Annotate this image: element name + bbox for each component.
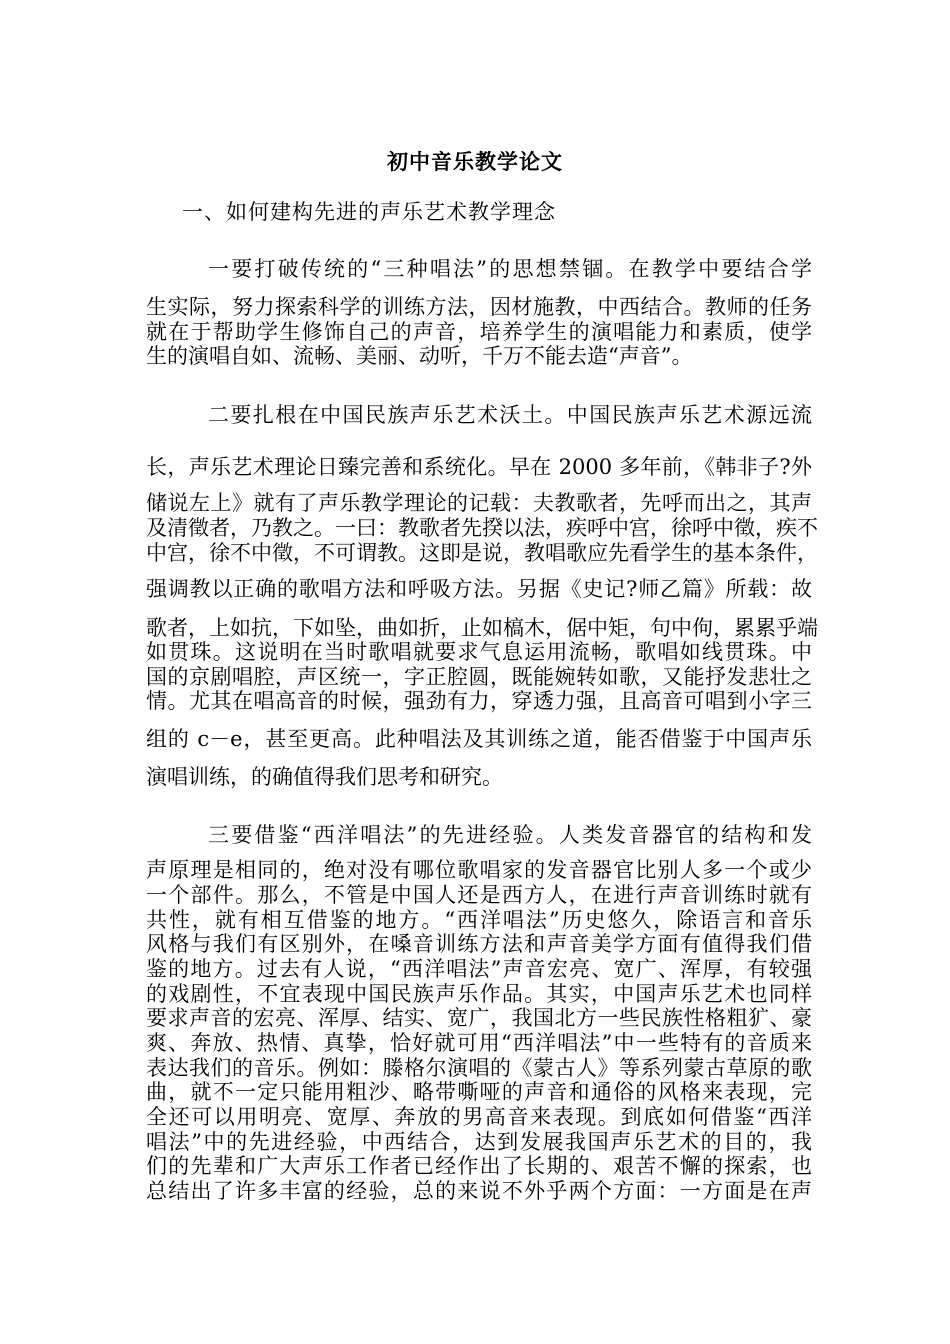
paragraph-1-line: 生实际，努力探索科学的训练方法，因材施教，中西结合。教师的任务 xyxy=(146,295,812,319)
paragraph-2-line: 情。尤其在唱高音的时候，强劲有力，穿透力强，且高音可唱到小字三 xyxy=(146,689,812,713)
paragraph-3-line: 共性，就有相互借鉴的地方。“西洋唱法”历史悠久，除语言和音乐 xyxy=(146,908,812,932)
paragraph-3-line: 表达我们的音乐。例如：滕格尔演唱的《蒙古人》等系列蒙古草原的歌 xyxy=(146,1056,812,1080)
section-heading: 一、如何建构先进的声乐艺术教学理念 xyxy=(182,200,556,224)
paragraph-2-line: 组的 c－e，甚至更高。此种唱法及其训练之道，能否借鉴于中国声乐 xyxy=(146,727,812,751)
paragraph-3-line: 总结出了许多丰富的经验，总的来说不外乎两个方面：一方面是在声 xyxy=(146,1179,812,1203)
paragraph-3-line: 鉴的地方。过去有人说，“西洋唱法”声音宏亮、宽广、浑厚，有较强 xyxy=(146,957,812,981)
paragraph-2-line: 强调教以正确的歌唱方法和呼吸方法。另据《史记?师乙篇》所载：故 xyxy=(146,577,812,601)
paragraph-2-line: 国的京剧唱腔，声区统一，字正腔圆，既能婉转如歌，又能抒发悲壮之 xyxy=(146,665,812,689)
paragraph-2-line: 二要扎根在中国民族声乐艺术沃土。中国民族声乐艺术源远流 xyxy=(208,403,812,427)
paragraph-3-line: 三要借鉴“西洋唱法”的先进经验。人类发音器官的结构和发 xyxy=(208,823,812,847)
paragraph-2-line: 歌者，上如抗，下如坠，曲如折，止如槁木，倨中矩，句中佝，累累乎端 xyxy=(146,616,818,640)
paragraph-3-line: 的戏剧性，不宜表现中国民族声乐作品。其实，中国声乐艺术也同样 xyxy=(146,982,812,1006)
paragraph-2-line: 储说左上》就有了声乐教学理论的记载：夫教歌者，先呼而出之，其声 xyxy=(146,491,812,515)
paragraph-3-line: 声原理是相同的，绝对没有哪位歌唱家的发音器官比别人多一个或少 xyxy=(146,858,812,882)
paragraph-2-line: 如贯珠。这说明在当时歌唱就要求气息运用流畅，歌唱如线贯珠。中 xyxy=(146,640,812,664)
paragraph-3-line: 唱法”中的先进经验，中西结合，达到发展我国声乐艺术的目的，我 xyxy=(146,1130,812,1154)
paragraph-1-line: 生的演唱自如、流畅、美丽、动听，千万不能去造“声音”。 xyxy=(146,344,693,368)
paragraph-2-line: 长，声乐艺术理论日臻完善和系统化。早在 2000 多年前，《韩非子?外 xyxy=(146,455,812,479)
paragraph-2-line: 中宫，徐不中徵，不可谓教。这即是说，教唱歌应先看学生的基本条件， xyxy=(146,541,818,565)
paragraph-3-line: 爽、奔放、热情、真挚，恰好就可用“西洋唱法”中一些特有的音质来 xyxy=(146,1031,812,1055)
paragraph-3-line: 一个部件。那么，不管是中国人还是西方人，在进行声音训练时就有 xyxy=(146,883,812,907)
paragraph-2-line: 及清徵者，乃教之。一曰：教歌者先揆以法，疾呼中宫，徐呼中徵，疾不 xyxy=(146,516,818,540)
paragraph-3-line: 曲，就不一定只能用粗沙、略带嘶哑的声音和通俗的风格来表现，完 xyxy=(146,1080,812,1104)
paragraph-1-line: 就在于帮助学生修饰自己的声音，培养学生的演唱能力和素质，使学 xyxy=(146,320,812,344)
paragraph-3-line: 全还可以用明亮、宽厚、奔放的男高音来表现。到底如何借鉴“西洋 xyxy=(146,1105,812,1129)
paragraph-1-line: 一要打破传统的“三种唱法”的思想禁锢。在教学中要结合学 xyxy=(208,257,812,281)
document-title: 初中音乐教学论文 xyxy=(387,150,563,174)
paragraph-3-line: 风格与我们有区别外，在嗓音训练方法和声音美学方面有值得我们借 xyxy=(146,932,812,956)
paragraph-3-line: 要求声音的宏亮、浑厚、结实、宽广，我国北方一些民族性格粗犷、豪 xyxy=(146,1006,812,1030)
paragraph-2-line: 演唱训练，的确值得我们思考和研究。 xyxy=(146,765,503,789)
paragraph-3-line: 们的先辈和广大声乐工作者已经作出了长期的、艰苦不懈的探索，也 xyxy=(146,1154,812,1178)
